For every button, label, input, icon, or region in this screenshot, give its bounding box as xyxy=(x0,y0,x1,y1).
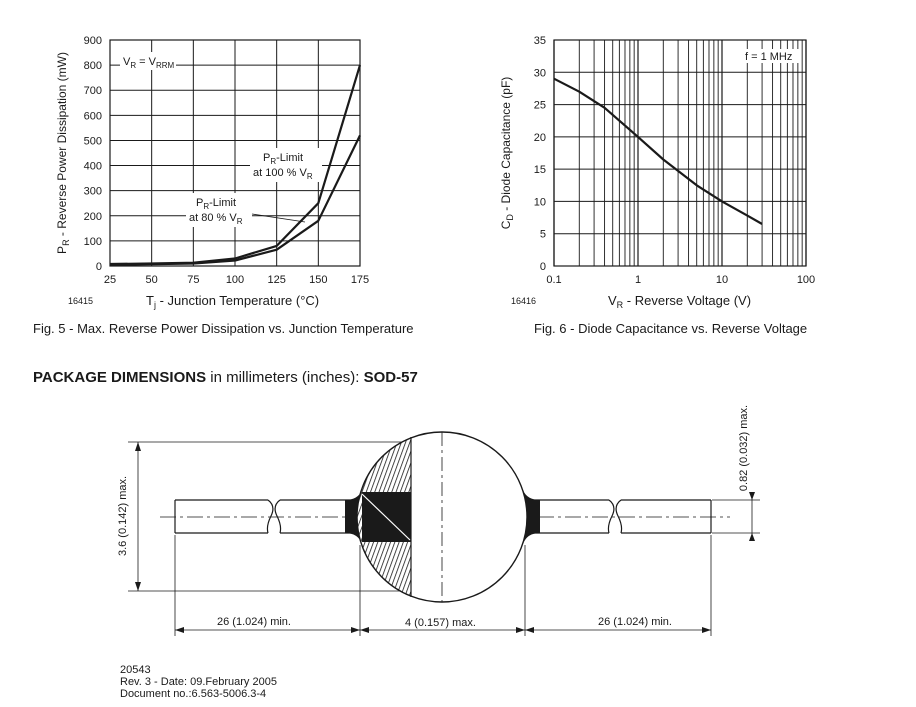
footer-document-no: Document no.:6.563-5006.3-4 xyxy=(120,688,267,700)
fig6-xlabel: $V_R$ - Reverse Voltage (V) xyxy=(608,293,752,310)
fig6-x-tick-label: 10 xyxy=(715,274,729,286)
fig6-y-tick-label: 30 xyxy=(533,67,546,80)
fig5-y-tick-label: 900 xyxy=(83,35,102,47)
fig5-tick-labels xyxy=(84,35,370,286)
fig5-caption: Fig. 5 - Max. Reverse Power Dissipation vs. Junction Temperature xyxy=(33,321,414,336)
fig5-x-tick-label: 175 xyxy=(350,274,370,286)
fig5-chart xyxy=(0,0,440,320)
fig5-y-tick-label: 600 xyxy=(83,110,102,123)
fig6-series-line xyxy=(554,79,762,224)
fig5-x-tick-label: 125 xyxy=(267,274,286,286)
fig6-y-tick-label: 10 xyxy=(533,196,546,209)
fig5-y-tick-label: 700 xyxy=(83,85,102,98)
diode-body xyxy=(355,430,527,605)
fig6-plot-frame xyxy=(554,40,806,266)
footer-info xyxy=(120,664,277,700)
fig6-y-tick-label: 20 xyxy=(533,131,546,144)
footer-doc-number: 20543 xyxy=(120,664,151,676)
fig6-ylabel: $C_D$ - Diode Capacitance (pF) xyxy=(499,76,515,230)
dim-lead-right-label: 26 (1.024) min. xyxy=(598,616,672,628)
fig5-y-tick-label: 0 xyxy=(95,261,102,273)
fig5-ylabel: $P_R$ - Reverse Power Dissipation (mW) xyxy=(55,52,71,254)
fig6-x-tick-label: 1 xyxy=(634,274,642,286)
fig5-x-tick-label: 150 xyxy=(309,274,328,286)
fig5-grid xyxy=(110,40,360,266)
fig6-x-tick-label: 100 xyxy=(796,274,816,286)
fig5-annotation-80-line2: at 80 % $V_R$ xyxy=(189,212,243,226)
fig6-y-tick-label: 25 xyxy=(533,99,546,112)
fig6-y-tick-label: 35 xyxy=(533,35,546,47)
dim-body-label: 4 (0.157) max. xyxy=(405,617,476,629)
fig5-x-tick-label: 100 xyxy=(225,274,245,286)
fig5-xlabel: $T_j$ - Junction Temperature (°C) xyxy=(146,293,320,310)
fig6-condition: f = 1 MHz xyxy=(745,51,793,63)
fig6-series xyxy=(554,79,762,224)
fig5-x-tick-label: 75 xyxy=(187,274,200,286)
fig5-annotation-100-line2: at 100 % $V_R$ xyxy=(253,167,313,181)
fig6-y-tick-label: 15 xyxy=(533,164,546,177)
fig5-annotation-80-line1: $P_R$-Limit xyxy=(196,197,237,211)
footer-revision: Rev. 3 - Date: 09.February 2005 xyxy=(120,676,277,688)
fig5-y-tick-label: 100 xyxy=(83,235,102,248)
dim-diameter-label: 3.6 (0.142) max. xyxy=(117,475,129,557)
fig5-y-tick-label: 500 xyxy=(83,135,102,148)
fig5-x-tick-label: 25 xyxy=(103,274,117,286)
fig6-caption: Fig. 6 - Diode Capacitance vs. Reverse Voltage xyxy=(534,321,808,336)
fig5-x-tick-label: 50 xyxy=(145,274,158,286)
fig5-annotation-100-line1: $P_R$-Limit xyxy=(263,152,304,166)
fig5-y-tick-label: 800 xyxy=(83,60,102,73)
dim-lead-diameter-label: 0.82 (0.032) max. xyxy=(738,404,750,492)
fig6-id-label: 16416 xyxy=(511,296,537,306)
fig5-y-tick-label: 200 xyxy=(83,210,102,223)
fig5-y-tick-label: 300 xyxy=(83,185,102,198)
lead-right xyxy=(522,500,711,533)
fig6-grid xyxy=(554,40,806,266)
fig5-id-label: 16415 xyxy=(68,296,94,306)
fig6-y-tick-label: 0 xyxy=(539,261,546,273)
fig5-condition: $V_R = V_{RRM}$ xyxy=(123,56,175,70)
dim-lead-diameter xyxy=(712,492,760,541)
dim-lead-left-label: 26 (1.024) min. xyxy=(217,616,291,628)
package-dimensions-title: PACKAGE DIMENSIONS in millimeters (inches): SOD-57 xyxy=(33,369,418,386)
fig6-x-tick-label: 0.1 xyxy=(546,274,562,286)
package-drawing xyxy=(0,390,916,650)
fig5-annotation-80-leader xyxy=(252,214,305,222)
fig5-y-tick-label: 400 xyxy=(83,160,102,173)
fig6-chart xyxy=(470,0,916,320)
lead-left xyxy=(175,500,362,533)
fig6-y-tick-label: 5 xyxy=(539,228,546,241)
